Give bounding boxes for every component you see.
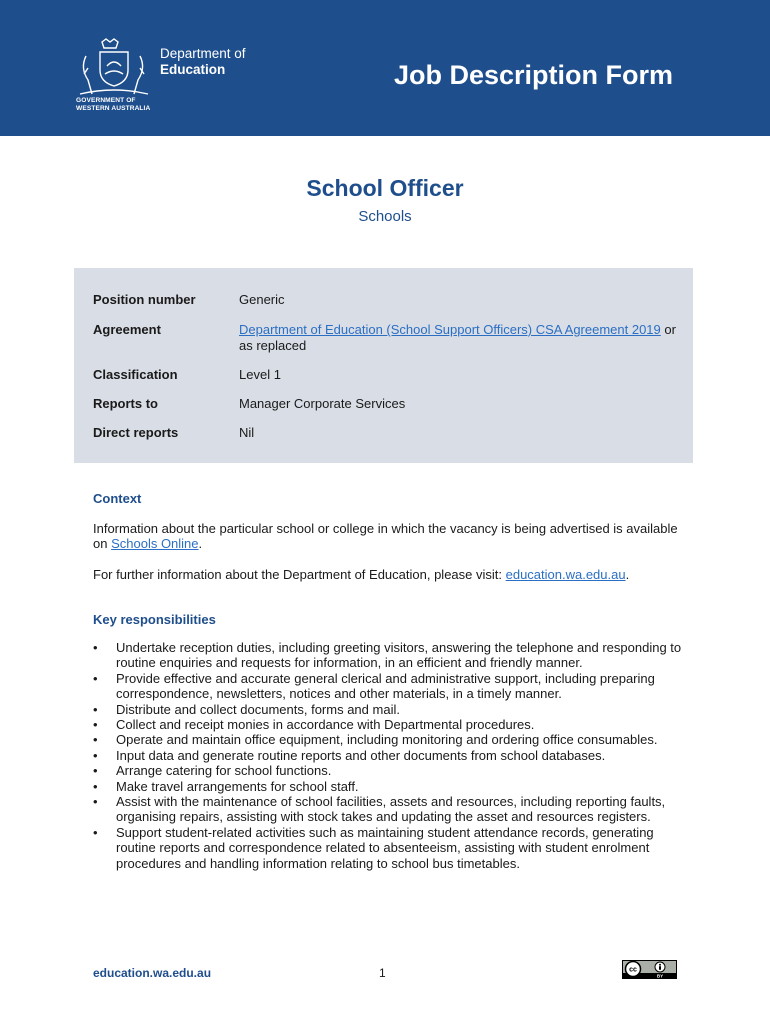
bullet: •	[93, 778, 98, 794]
form-title: Job Description Form	[394, 60, 674, 90]
cc-label: cc	[629, 966, 637, 974]
list-item-text: Collect and receipt monies in accordance with Departmental procedures.	[116, 717, 535, 733]
list-item	[93, 763, 683, 778]
list-item	[93, 825, 683, 871]
list-item	[93, 640, 683, 671]
footer-site-link[interactable]: education.wa.edu.au	[93, 966, 212, 980]
position-number-value: Generic	[239, 292, 285, 307]
list-item-text: Operate and maintain office equipment, including monitoring and ordering office consumables.	[116, 732, 658, 748]
schools-online-link[interactable]: Schools Online	[111, 536, 199, 551]
list-item	[93, 732, 683, 747]
list-item-text: Undertake reception duties, including greeting visitors, answering the telephone and responding to routine enquiries and requests for information, in an efficient and friendly manner.	[116, 640, 682, 671]
government-line-2: WESTERN AUSTRALIA	[76, 105, 151, 112]
list-item-text: Distribute and collect documents, forms and mail.	[116, 701, 400, 717]
page-number: 1	[379, 966, 386, 980]
department-line-1: Department of	[160, 46, 246, 61]
list-item	[93, 717, 683, 732]
context-paragraph-1	[93, 521, 693, 551]
list-item	[93, 702, 683, 717]
list-item-text: Input data and generate routine reports and other documents from school databases.	[116, 747, 606, 763]
list-item	[93, 794, 683, 825]
education-website-link[interactable]: education.wa.edu.au	[505, 567, 626, 582]
list-item-text: Assist with the maintenance of school facilities, assets and resources, including reporting faults, organising repairs, assisting with stock takes and updating the asset and resources registers.	[116, 794, 666, 825]
header-banner	[0, 0, 770, 136]
classification-value: Level 1	[239, 367, 281, 382]
list-item	[93, 779, 683, 794]
direct-reports-value: Nil	[239, 425, 255, 440]
context-paragraph-2	[93, 567, 693, 582]
wa-crest-icon	[74, 38, 154, 102]
department-line-2: Education	[160, 62, 226, 77]
responsibilities-heading: Key responsibilities	[93, 612, 216, 627]
list-item	[93, 671, 683, 702]
bullet: •	[93, 717, 98, 733]
page-subtitle: Schools	[358, 208, 412, 225]
reports-to-value: Manager Corporate Services	[239, 396, 406, 411]
creative-commons-by-icon	[622, 960, 677, 979]
bullet: •	[93, 670, 98, 686]
bullet: •	[93, 640, 98, 655]
direct-reports-label: Direct reports	[93, 425, 179, 440]
agreement-label: Agreement	[93, 322, 161, 337]
context-paragraph-2-text: For further information about the Department of Education, please visit:	[93, 567, 506, 582]
classification-label: Classification	[93, 367, 178, 382]
government-line-1: GOVERNMENT OF	[76, 97, 136, 104]
agreement-value	[239, 322, 679, 354]
context-paragraph-1-end: .	[198, 536, 203, 551]
list-item-text: Make travel arrangements for school staff.	[116, 778, 359, 794]
context-heading: Context	[93, 491, 142, 506]
bullet: •	[93, 701, 98, 717]
bullet: •	[93, 824, 98, 840]
responsibilities-list	[93, 640, 683, 871]
reports-to-label: Reports to	[93, 396, 158, 411]
bullet: •	[93, 732, 98, 748]
list-item	[93, 748, 683, 763]
context-paragraph-2-end: .	[625, 567, 630, 582]
list-item-text: Provide effective and accurate general clerical and administrative support, including preparing correspondence, newsletters, notices and other materials, in a timely manner.	[116, 670, 655, 702]
context-paragraph-1-text: Information about the particular school or college in which the vacancy is being advertised is available on	[93, 521, 678, 551]
agreement-link[interactable]: Department of Education (School Support Officers) CSA Agreement 2019	[239, 322, 661, 337]
list-item-text: Arrange catering for school functions.	[116, 763, 332, 779]
by-label: BY	[656, 973, 664, 979]
bullet: •	[93, 763, 98, 779]
page-title: School Officer	[306, 175, 464, 201]
position-number-label: Position number	[93, 292, 196, 307]
government-label	[76, 97, 150, 113]
department-name	[160, 46, 246, 78]
position-details-box	[74, 268, 693, 463]
list-item-text: Support student-related activities such as maintaining student attendance records, generating routine reports and correspondence related to absenteeism, assisting with student enrolment procedures and handling information relating to school bus timetables.	[116, 824, 654, 871]
bullet: •	[93, 747, 98, 763]
agreement-suffix: or as replaced	[239, 322, 676, 353]
bullet: •	[93, 794, 98, 810]
